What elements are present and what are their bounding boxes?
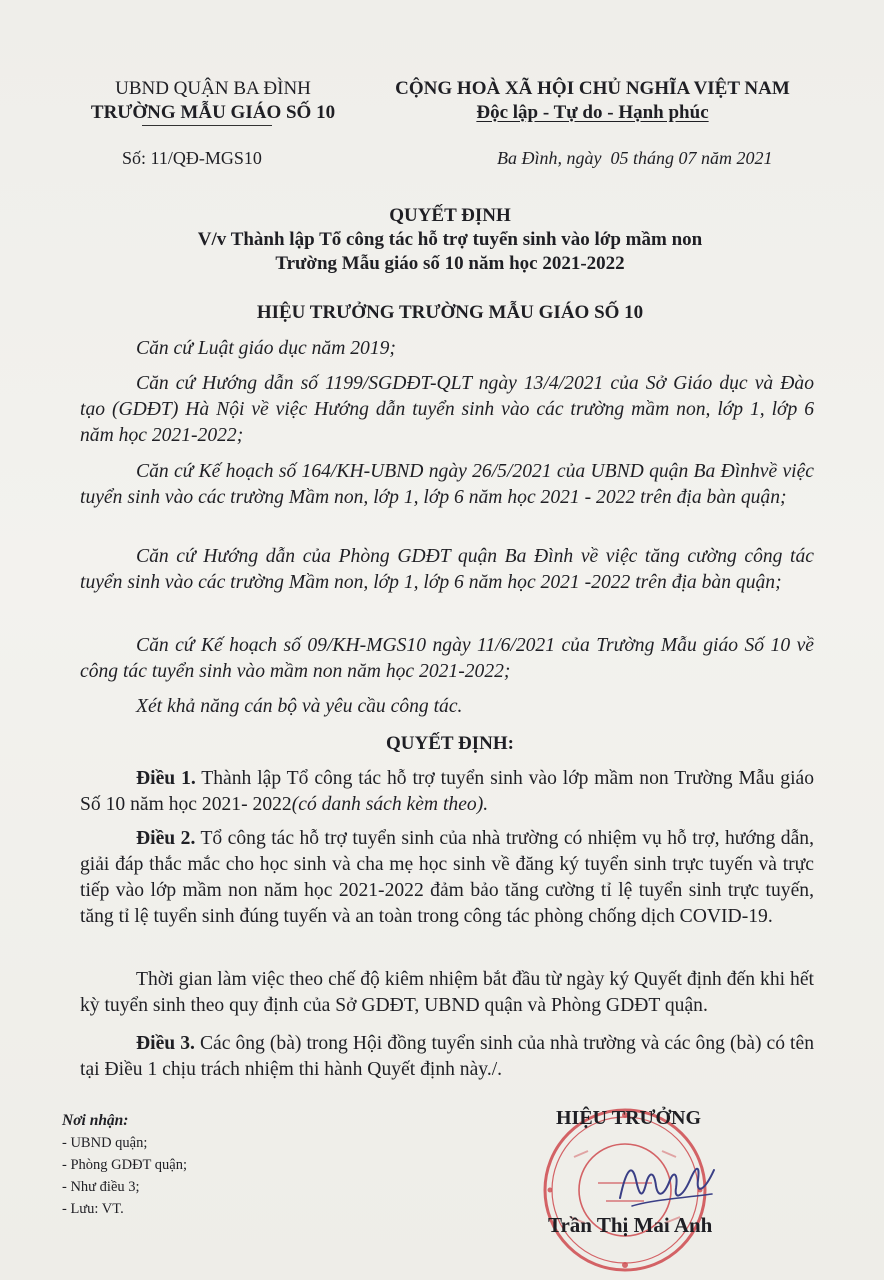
document-number: Số: 11/QĐ-MGS10 <box>122 148 262 168</box>
document-title: QUYẾT ĐỊNH <box>389 205 511 226</box>
recipient-item: - Lưu: VT. <box>62 1201 124 1217</box>
recipients <box>62 1110 187 1220</box>
org-line-2: TRƯỜNG MẪU GIÁO SỐ 10 <box>90 102 336 123</box>
article-2 <box>80 826 814 930</box>
nation-line-1: CỘNG HOÀ XÃ HỘI CHỦ NGHĨA VIỆT NAM <box>395 78 790 99</box>
article-2-label: Điều 2. <box>136 828 196 849</box>
article-1-text: Thành lập Tổ công tác hỗ trợ tuyển sinh vào lớp mầm non Trường Mẫu giáo Số 10 năm học 2021- 2022 <box>80 768 815 815</box>
basis-5: Căn cứ Kế hoạch số 09/KH-MGS10 ngày 11/6/2021 của Trường Mẫu giáo Số 10 về công tác tuyển sinh vào mầm non năm học 2021-2022; <box>80 635 814 682</box>
basis-4: Căn cứ Hướng dẫn của Phòng GDĐT quận Ba Đình về việc tăng cường công tác tuyển sinh vào các trường Mầm non, lớp 1, lớp 6 năm học 2021 -2022 trên địa bàn quận; <box>80 546 814 593</box>
national-motto <box>370 78 815 124</box>
nation-line-2: Độc lập - Tự do - Hạnh phúc <box>476 102 709 123</box>
article-3-text: Các ông (bà) trong Hội đồng tuyển sinh của nhà trường và các ông (bà) có tên tại Điều 1 chịu trách nhiệm thi hành Quyết định này./. <box>80 1033 814 1080</box>
article-1-note: (có danh sách kèm theo). <box>291 794 489 815</box>
basis-2: Căn cứ Hướng dẫn số 1199/SGDĐT-QLT ngày 13/4/2021 của Sở Giáo dục và Đào tạo (GDĐT) Hà Nội về việc Hướng dẫn tuyển sinh vào các trường mầm non, lớp 1, lớp 6 năm học 2021-2022; <box>80 373 814 446</box>
place-date: Ba Đình, ngày 05 tháng 07 năm 2021 <box>497 148 773 168</box>
handwritten-signature <box>612 1140 722 1220</box>
subject-line-2: Trường Mẫu giáo số 10 năm học 2021-2022 <box>275 253 625 274</box>
recipient-item: - Phòng GDĐT quận; <box>62 1157 187 1173</box>
article-1-label: Điều 1. <box>136 768 196 789</box>
article-3-label: Điều 3. <box>136 1033 195 1054</box>
subject-line-1: V/v Thành lập Tổ công tác hỗ trợ tuyển sinh vào lớp mầm non <box>197 229 703 250</box>
signature-title: HIỆU TRƯỞNG <box>556 1107 702 1129</box>
working-time: Thời gian làm việc theo chế độ kiêm nhiệm bắt đầu từ ngày ký Quyết định đến khi hết kỳ tuyển sinh theo quy định của Sở GDĐT, UBND quận và Phòng GDĐT quận. <box>80 969 814 1016</box>
title-block <box>80 204 820 276</box>
basis-3: Căn cứ Kế hoạch số 164/KH-UBND ngày 26/5/2021 của UBND quận Ba Đìnhvề việc tuyển sinh vào các trường Mầm non, lớp 1, lớp 6 năm học 2021 - 2022 trên địa bàn quận; <box>80 461 814 508</box>
authority-heading: HIỆU TRƯỞNG TRƯỜNG MẪU GIÁO SỐ 10 <box>256 302 644 323</box>
decision-heading: QUYẾT ĐỊNH: <box>386 733 514 754</box>
recipient-item: - UBND quận; <box>62 1135 148 1151</box>
recipient-item: - Như điều 3; <box>62 1179 140 1195</box>
basis-6: Xét khả năng cán bộ và yêu cầu công tác. <box>136 696 463 717</box>
issuing-org <box>88 78 338 124</box>
recipients-heading: Nơi nhận: <box>62 1112 129 1129</box>
basis-1: Căn cứ Luật giáo dục năm 2019; <box>136 338 396 359</box>
org-underline <box>142 125 272 126</box>
signer-name: Trần Thị Mai Anh <box>548 1213 713 1237</box>
article-1 <box>80 766 814 818</box>
org-line-1: UBND QUẬN BA ĐÌNH <box>115 78 311 99</box>
article-2-text: Tổ công tác hỗ trợ tuyển sinh của nhà trường có nhiệm vụ hỗ trợ, hướng dẫn, giải đáp thắc mắc cho học sinh và cha mẹ học sinh về đăng ký tuyển sinh trực tuyến và trực tiếp vào lớp mầm non năm học 2021-2022 đảm bảo tăng cường tỉ lệ tuyển sinh trực tuyến, tăng tỉ lệ tuyển sinh đúng tuyến và an toàn trong công tác phòng chống dịch COVID-19. <box>80 828 814 927</box>
article-3 <box>80 1031 814 1083</box>
